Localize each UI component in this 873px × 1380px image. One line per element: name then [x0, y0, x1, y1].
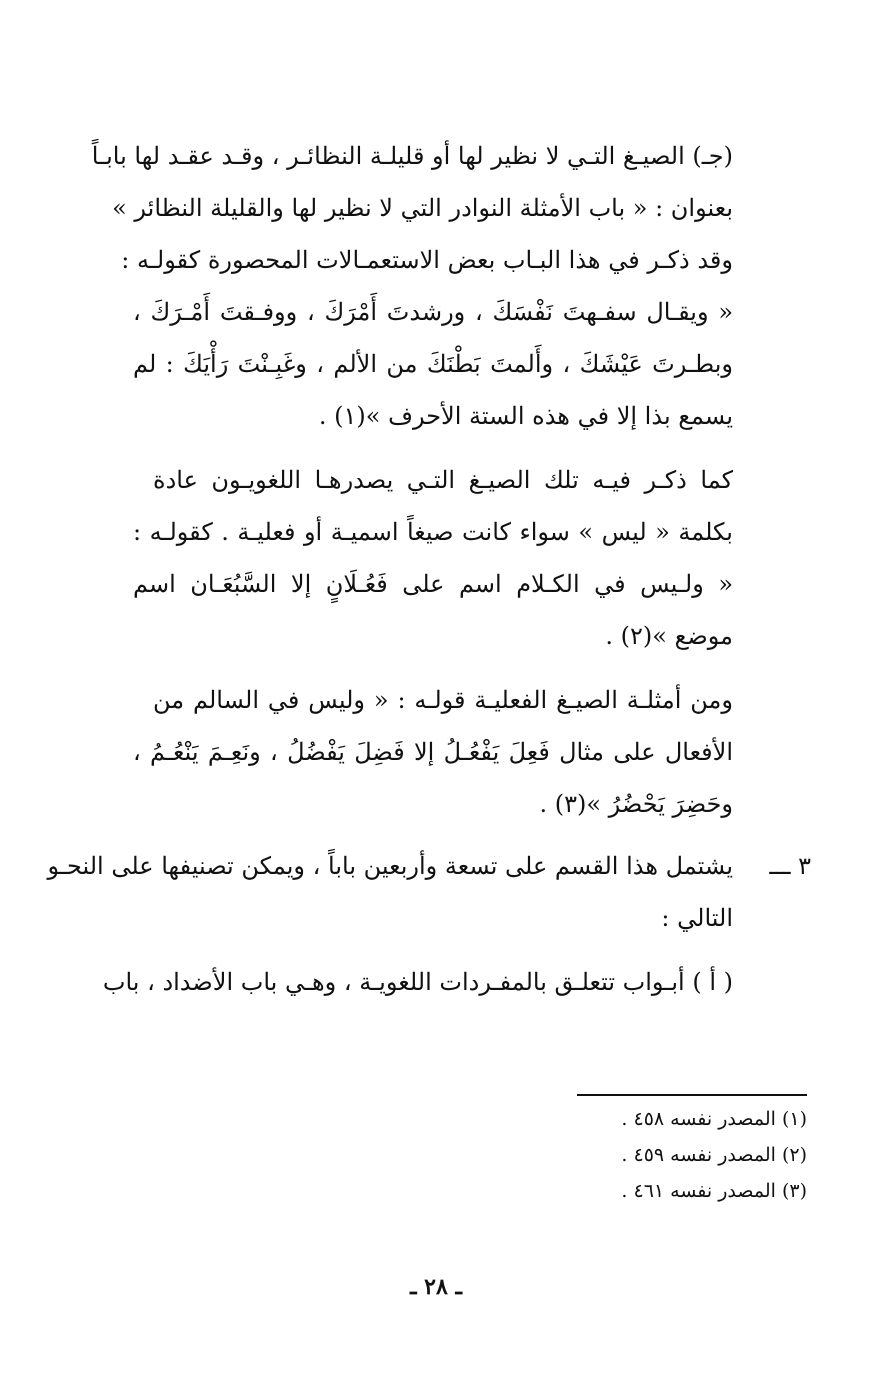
footnote-2: (٢) المصدر نفسه ٤٥٩ . — [621, 1144, 807, 1166]
body-line-13: وحَضِرَ يَحْضُرُ »(٣) . — [539, 790, 733, 818]
body-line-5: وبطـرتَ عَيْشَكَ ، وأَلمتَ بَطْنَكَ من الألم ، وغَبِـنْتَ رَأْيَكَ : لم — [133, 350, 733, 378]
body-line-11: ومن أمثلـة الصيـغ الفعليـة قولـه : « وليس في السالم من — [153, 686, 733, 714]
body-line-4: « ويقـال سفـهتَ نَفْسَكَ ، ورشدتَ أَمْرَكَ ، ووفـقتَ أَمْـرَكَ ، — [133, 298, 733, 326]
footnote-3: (٣) المصدر نفسه ٤٦١ . — [621, 1180, 807, 1202]
body-line-7: كما ذكـر فيـه تلك الصيـغ التـي يصدرهـا اللغويـون عادة — [153, 466, 733, 494]
body-line-1: (جـ) الصيـغ التـي لا نظير لها أو قليلـة النظائـر ، وقـد عقـد لها بابـاً — [91, 142, 733, 170]
body-line-12: الأفعال على مثال فَعِلَ يَفْعُـلُ إلا فَضِلَ يَفْضُلُ ، ونَعِـمَ يَنْعُـمُ ، — [133, 738, 733, 766]
item-number-3: ٣ ـــ — [769, 852, 811, 880]
body-line-6: يسمع بذا إلا في هذه الستة الأحرف »(١) . — [318, 402, 733, 430]
footnote-divider — [577, 1094, 807, 1096]
body-line-3: وقد ذكـر في هذا البـاب بعض الاستعمـالات المحصورة كقولـه : — [121, 246, 733, 274]
body-line-10: موضع »(٢) . — [605, 622, 733, 650]
body-line-2: بعنوان : « باب الأمثلة النوادر التي لا نظير لها والقليلة النظائر » — [112, 194, 733, 222]
body-line-9: « ولـيس في الكـلام اسم على فَعُـلَانٍ إلا السَّبُعَـان اسم — [133, 570, 733, 598]
body-line-16: ( أ ) أبـواب تتعلـق بالمفـردات اللغويـة ، وهـي باب الأضداد ، باب — [102, 968, 733, 996]
footnote-1: (١) المصدر نفسه ٤٥٨ . — [621, 1108, 807, 1130]
body-line-8: بكلمة « ليس » سواء كانت صيغاً اسميـة أو فعليـة . كقولـه : — [133, 518, 733, 546]
body-line-15: التالي : — [661, 904, 733, 932]
page-number: ـ ٢٨ ـ — [410, 1274, 462, 1300]
body-line-14: يشتمل هذا القسم على تسعة وأربعين باباً ، ويمكن تصنيفها على النحـو — [47, 852, 733, 880]
